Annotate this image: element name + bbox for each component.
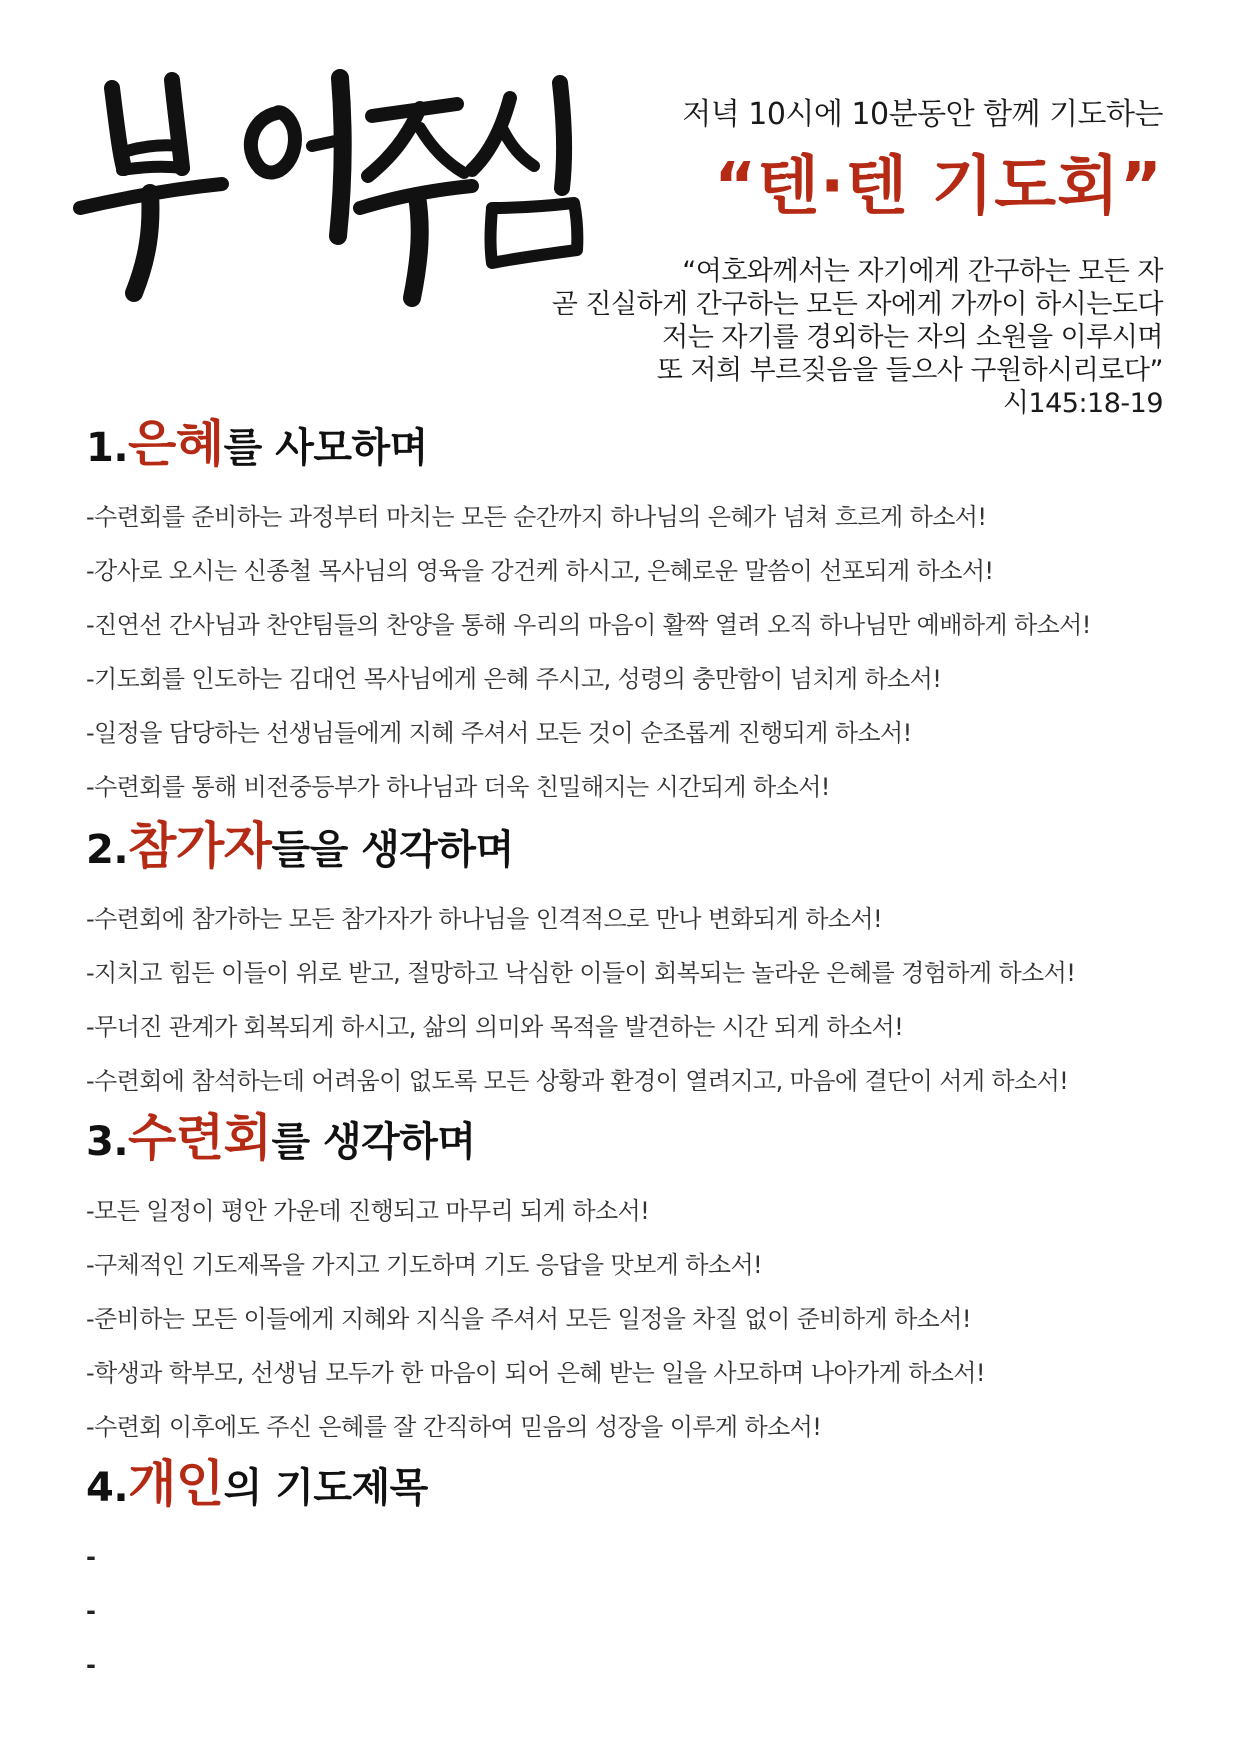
header <box>523 95 1163 227</box>
blank-list <box>86 1530 1166 1692</box>
prayer-item: -진연선 간사님과 찬얀팀들의 찬양을 통해 우리의 마음이 활짝 열려 오직 하나님만 예배하게 하소서! <box>86 611 1091 639</box>
prayer-item: -학생과 학부모, 선생님 모두가 한 마음이 되어 은혜 받는 일을 사모하며 나아가게 하소서! <box>86 1359 985 1387</box>
header-title: “텐·텐 기도회” <box>714 150 1163 224</box>
prayer-item: -수련회 이후에도 주신 은혜를 잘 간직하여 믿음의 성장을 이루게 하소서! <box>86 1413 822 1441</box>
section-accent: 수련회 <box>128 1109 272 1167</box>
section-number: 2. <box>86 827 129 873</box>
bible-verse <box>403 255 1163 420</box>
section-number: 4. <box>86 1465 129 1511</box>
section-title <box>86 415 1166 474</box>
prayer-item: -강사로 오시는 신종철 목사님의 영육을 강건케 하시고, 은혜로운 말씀이 선포되게 하소서! <box>86 557 994 585</box>
section-title-rest: 들을 생각하며 <box>271 827 514 873</box>
prayer-item: -구체적인 기도제목을 가지고 기도하며 기도 응답을 맛보게 하소서! <box>86 1251 763 1279</box>
prayer-list <box>86 1184 1166 1454</box>
section-participants <box>86 817 1166 1108</box>
section-personal <box>86 1455 1166 1692</box>
section-accent: 참가자 <box>128 817 272 875</box>
prayer-item: -일정을 담당하는 선생님들에게 지혜 주셔서 모든 것이 순조롭게 진행되게 하소서! <box>86 719 912 747</box>
prayer-item: -무너진 관계가 회복되게 하시고, 삶의 의미와 목적을 발견하는 시간 되게 하소서! <box>86 1013 904 1041</box>
section-title <box>86 817 1166 876</box>
verse-line: 저는 자기를 경외하는 자의 소원을 이루시며 <box>662 322 1163 353</box>
section-grace <box>86 415 1166 814</box>
section-title <box>86 1455 1166 1514</box>
section-number: 1. <box>86 425 129 471</box>
prayer-item: -수련회를 통해 비전중등부가 하나님과 더욱 친밀해지는 시간되게 하소서! <box>86 773 830 801</box>
prayer-item: -수련회에 참석하는데 어려움이 없도록 모든 상황과 환경이 열려지고, 마음에 결단이 서게 하소서! <box>86 1067 1069 1095</box>
blank-item: - <box>86 1597 96 1625</box>
blank-item: - <box>86 1543 96 1571</box>
prayer-item: -준비하는 모든 이들에게 지혜와 지식을 주셔서 모든 일정을 차질 없이 준비하게 하소서! <box>86 1305 971 1333</box>
section-title-rest: 를 생각하며 <box>271 1119 476 1165</box>
prayer-item: -기도회를 인도하는 김대언 목사님에게 은혜 주시고, 성령의 충만함이 넘치게 하소서! <box>86 665 942 693</box>
prayer-item: -수련회에 참가하는 모든 참가자가 하나님을 인격적으로 만나 변화되게 하소서! <box>86 905 882 933</box>
verse-line: “여호와께서는 자기에게 간구하는 모든 자 <box>682 256 1163 287</box>
section-accent: 은혜 <box>128 415 224 473</box>
prayer-item: -수련회를 준비하는 과정부터 마치는 모든 순간까지 하나님의 은혜가 넘쳐 흐르게 하소서! <box>86 503 987 531</box>
section-retreat <box>86 1109 1166 1454</box>
prayer-item: -지치고 힘든 이들이 위로 받고, 절망하고 낙심한 이들이 회복되는 놀라운 은혜를 경험하게 하소서! <box>86 959 1076 987</box>
section-title-rest: 를 사모하며 <box>223 425 428 471</box>
verse-line: 또 저희 부르짖음을 들으사 구원하시리로다” <box>656 355 1163 386</box>
section-accent: 개인 <box>128 1455 224 1513</box>
section-title-rest: 의 기도제목 <box>223 1465 428 1511</box>
section-title <box>86 1109 1166 1168</box>
verse-line: 곧 진실하게 간구하는 모든 자에게 가까이 하시는도다 <box>551 289 1163 320</box>
prayer-item: -모든 일정이 평안 가운데 진행되고 마무리 되게 하소서! <box>86 1197 650 1225</box>
prayer-list <box>86 490 1166 814</box>
blank-item: - <box>86 1651 96 1679</box>
prayer-list <box>86 892 1166 1108</box>
verse-reference: 시145:18-19 <box>1002 388 1163 419</box>
header-subtitle: 저녁 10시에 10분동안 함께 기도하는 <box>682 97 1163 132</box>
section-number: 3. <box>86 1119 129 1165</box>
